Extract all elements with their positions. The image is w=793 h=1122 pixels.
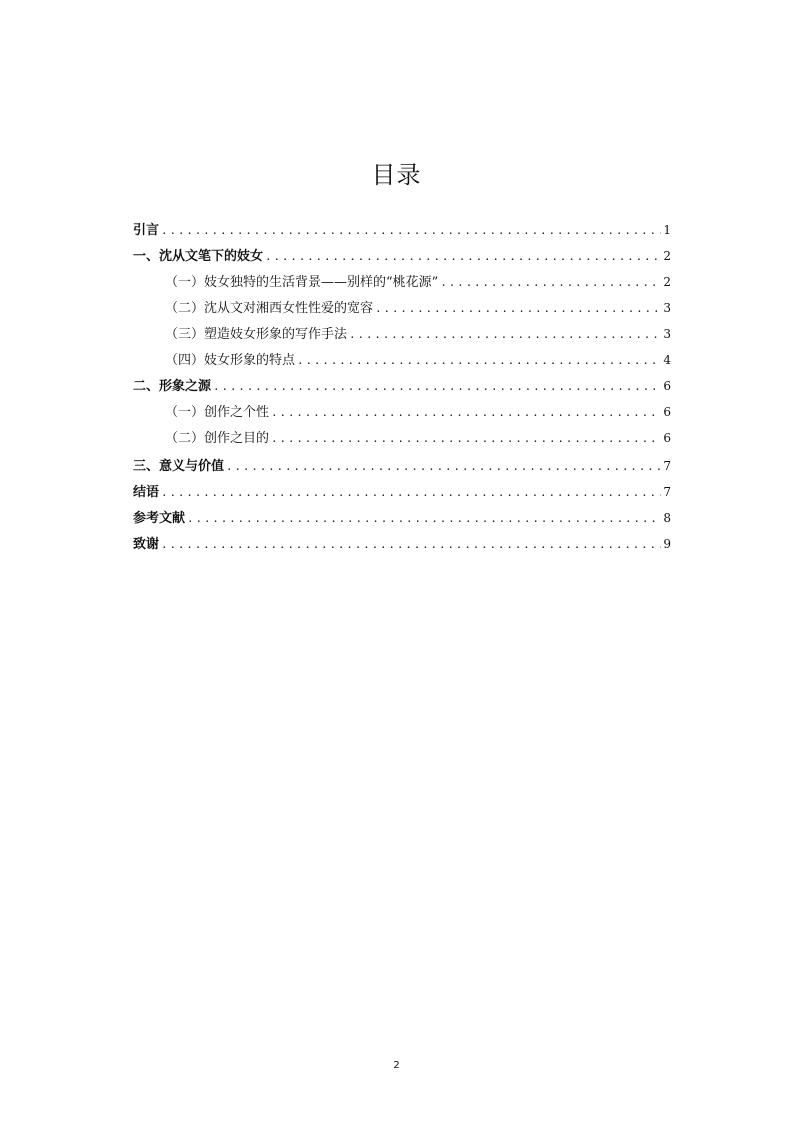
toc-entry-page: 6 <box>663 405 671 419</box>
toc-dot-leader <box>265 250 661 263</box>
toc-entry-acknowledgements[interactable] <box>133 533 671 559</box>
toc-dot-leader <box>161 486 661 499</box>
toc-entry-page: 3 <box>663 327 671 341</box>
toc-entry-page: 8 <box>663 511 671 525</box>
toc-entry-label: （一）妓女独特的生活背景——别样的“桃花源” <box>165 275 439 290</box>
toc-entry-section-1-4[interactable] <box>133 349 671 375</box>
toc-dot-leader <box>161 224 661 237</box>
toc-entry-page: 1 <box>663 223 671 237</box>
toc-entry-label: （三）塑造妓女形象的写作手法 <box>165 327 348 342</box>
toc-entry-label: 致谢 <box>133 537 160 552</box>
toc-entry-page: 2 <box>663 249 671 263</box>
toc-entry-page: 7 <box>663 459 671 473</box>
toc-dot-leader <box>213 380 661 393</box>
toc-entry-label: （一）创作之个性 <box>165 405 270 420</box>
toc-dot-leader <box>161 538 661 551</box>
toc-entry-page: 2 <box>663 275 671 289</box>
page-title: 目录 <box>371 161 422 189</box>
toc-entry-conclusion[interactable] <box>133 481 671 507</box>
toc-entry-references[interactable] <box>133 507 671 533</box>
toc-entry-label: 引言 <box>133 223 160 238</box>
toc-dot-leader <box>226 460 661 473</box>
toc-entry-label: 结语 <box>133 485 160 500</box>
toc-entry-page: 6 <box>663 431 671 445</box>
toc-entry-page: 4 <box>663 353 671 367</box>
toc-dot-leader <box>349 328 661 341</box>
toc-dot-leader <box>271 406 661 419</box>
toc-entry-section-1-1[interactable] <box>133 271 671 297</box>
toc-entry-label: 参考文献 <box>133 511 186 526</box>
toc-entry-label: （四）妓女形象的特点 <box>165 353 296 368</box>
toc-entry-page: 7 <box>663 485 671 499</box>
toc-dot-leader <box>187 512 661 525</box>
toc-entry-label: 二、形象之源 <box>133 379 212 394</box>
toc-entry-section-1-3[interactable] <box>133 323 671 349</box>
toc-entry-label: 三、意义与价值 <box>133 459 225 474</box>
toc-entry-chapter-3[interactable] <box>133 455 671 481</box>
toc-entry-page: 3 <box>663 301 671 315</box>
toc-dot-leader <box>297 354 661 367</box>
toc-entry-introduction[interactable] <box>133 219 671 245</box>
toc-entry-chapter-2[interactable] <box>133 375 671 401</box>
toc-entry-section-1-2[interactable] <box>133 297 671 323</box>
toc-entry-label: 一、沈从文笔下的妓女 <box>133 249 264 264</box>
page-number: 2 <box>393 1060 400 1071</box>
toc-entry-page: 6 <box>663 379 671 393</box>
toc-dot-leader <box>440 276 661 289</box>
toc-entry-label: （二）创作之目的 <box>165 431 270 446</box>
toc-dot-leader <box>375 302 661 315</box>
toc-entry-page: 9 <box>663 537 671 551</box>
toc-entry-section-2-1[interactable] <box>133 401 671 427</box>
table-of-contents <box>133 219 671 559</box>
toc-entry-chapter-1[interactable] <box>133 245 671 271</box>
toc-entry-label: （二）沈从文对湘西女性性爱的宽容 <box>165 301 374 316</box>
toc-entry-section-2-2[interactable] <box>133 427 671 453</box>
toc-dot-leader <box>271 432 661 445</box>
